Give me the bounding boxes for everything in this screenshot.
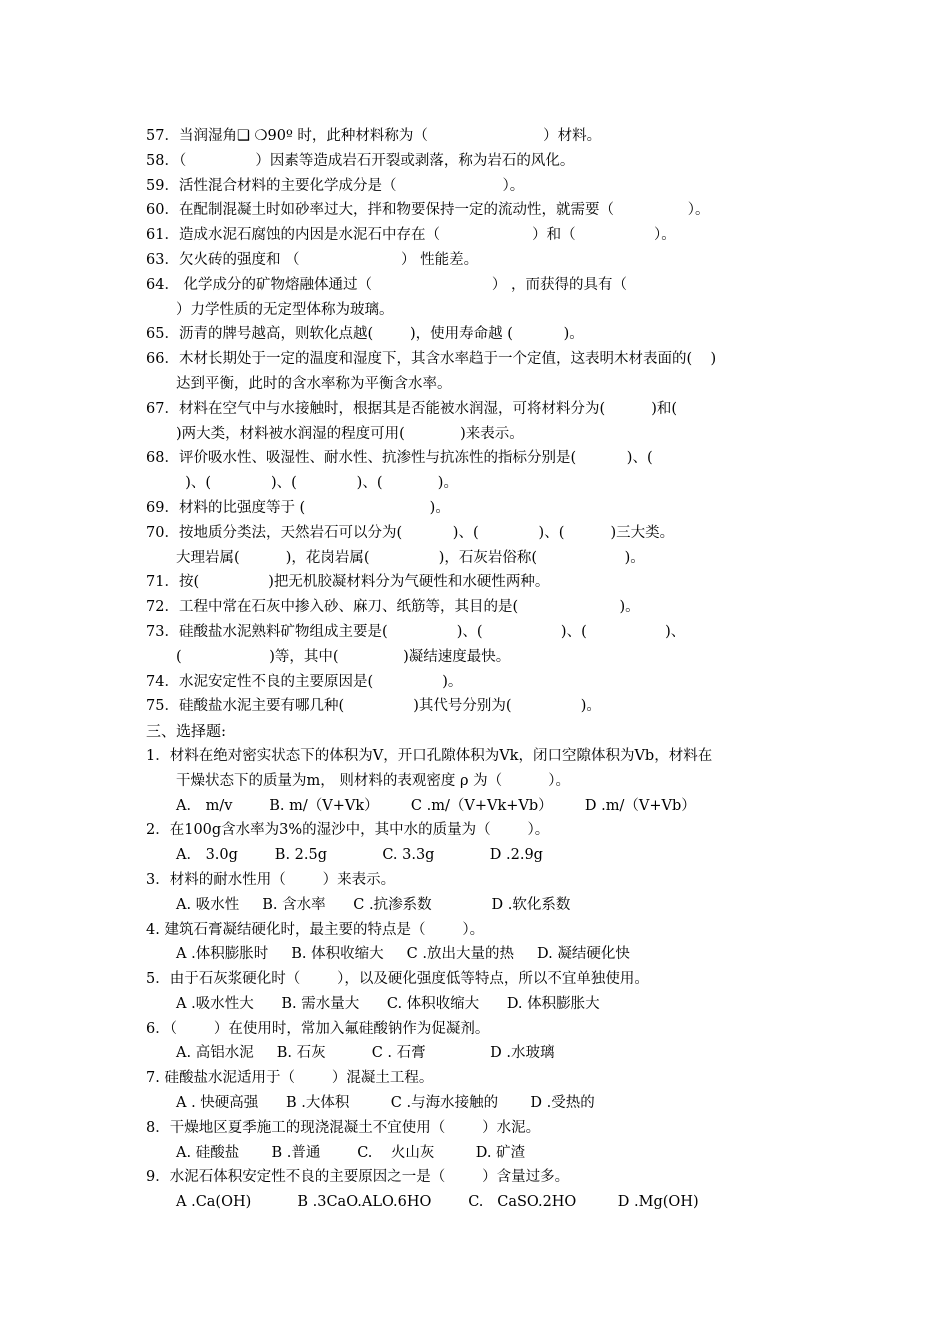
section-heading: 三、选择题:	[146, 722, 227, 741]
question-line: 3．材料的耐水性用（ ）来表示。	[146, 871, 396, 888]
question-line: 5．由于石灰浆硬化时（ ），以及硬化强度低等特点，所以不宜单独使用。	[146, 971, 649, 988]
question-line: 1．材料在绝对密实状态下的体积为V，开口孔隙体积为Vk，闭口空隙体积为Vb，材料在	[146, 747, 713, 764]
question-line: 71．按( )把无机胶凝材料分为气硬性和水硬性两种。	[146, 574, 550, 591]
question-line: 74．水泥安定性不良的主要原因是( )。	[146, 673, 463, 690]
question-continuation: ）力学性质的无定型体称为玻璃。	[176, 301, 394, 318]
question-line: 67．材料在空气中与水接触时，根据其是否能被水润湿，可将材料分为( )和(	[146, 400, 678, 417]
question-list	[146, 124, 810, 1215]
question-line: 70．按地质分类法，天然岩石可以分为( )、( )、( )三大类。	[146, 524, 675, 541]
question-line: 59．活性混合材料的主要化学成分是（ ）。	[146, 177, 525, 194]
answer-options: A． 3.0g B. 2.5g C. 3.3g D .2.9g	[176, 847, 543, 864]
question-line: 61．造成水泥石腐蚀的内因是水泥石中存在（ ）和（ ）。	[146, 227, 676, 244]
answer-options: A . 快硬高强 B .大体积 C .与海水接触的 D .受热的	[176, 1095, 595, 1112]
answer-options: A． m/v B. m/（V+Vk） C .m/（V+Vk+Vb） D .m/（V+Vb）	[176, 797, 696, 814]
question-line: 73．硅酸盐水泥熟料矿物组成主要是( )、( )、( )、	[146, 623, 686, 640]
question-continuation: )两大类，材料被水润湿的程度可用( )来表示。	[176, 425, 524, 442]
answer-options: A .体积膨胀时 B. 体积收缩大 C .放出大量的热 D. 凝结硬化快	[176, 946, 630, 963]
question-line: 72．工程中常在石灰中掺入砂、麻刀、纸筋等，其目的是( )。	[146, 599, 640, 616]
question-line: 68．评价吸水性、吸湿性、耐水性、抗渗性与抗冻性的指标分别是( )、(	[146, 450, 653, 467]
question-line: 9．水泥石体积安定性不良的主要原因之一是（ ）含量过多。	[146, 1169, 570, 1186]
question-line: 8．干燥地区夏季施工的现浇混凝土不宜使用（ ）水泥。	[146, 1119, 541, 1136]
question-continuation: 达到平衡，此时的含水率称为平衡含水率。	[176, 375, 452, 392]
question-line: 66．木材长期处于一定的温度和湿度下，其含水率趋于一个定值，这表明木材表面的( )	[146, 351, 717, 368]
question-line: 69．材料的比强度等于 ( )。	[146, 499, 450, 516]
question-continuation: ( )等，其中( )凝结速度最快。	[176, 648, 511, 665]
question-line: 58．（ ）因素等造成岩石开裂或剥落，称为岩石的风化。	[146, 152, 575, 169]
question-line: 65．沥青的牌号越高，则软化点越( )，使用寿命越 ( )。	[146, 326, 584, 343]
question-line: 63．欠火砖的强度和 （ ） 性能差。	[146, 251, 479, 268]
question-line: 75．硅酸盐水泥主要有哪几种( )其代号分别为( )。	[146, 698, 601, 715]
question-line: 64． 化学成分的矿物熔融体通过（ ） ，而获得的具有（	[146, 276, 628, 293]
question-line: 57．当润湿角❑ ❍90º 时，此种材料称为（ ）材料。	[146, 128, 602, 144]
answer-options: A. 吸水性 B. 含水率 C .抗渗系数 D .软化系数	[176, 896, 571, 913]
question-line: 60．在配制混凝土时如砂率过大，拌和物要保持一定的流动性，就需要（ ）。	[146, 202, 710, 219]
answer-options: A .吸水性大 B. 需水量大 C. 体积收缩大 D. 体积膨胀大	[176, 995, 600, 1012]
answer-options: A. 高铝水泥 B. 石灰 C . 石膏 D .水玻璃	[176, 1045, 555, 1062]
question-line: 4. 建筑石膏凝结硬化时，最主要的特点是（ ）。	[146, 921, 485, 938]
question-line: 7. 硅酸盐水泥适用于（ ）混凝土工程。	[146, 1070, 434, 1087]
question-continuation: 大理岩属( )，花岗岩属( )，石灰岩俗称( )。	[176, 549, 645, 566]
question-continuation: 干燥状态下的质量为m， 则材料的表观密度 ρ 为（ ）。	[176, 772, 570, 789]
question-line: 2．在100g含水率为3%的湿沙中，其中水的质量为（ ）。	[146, 822, 550, 839]
question-continuation: )、( )、( )、( )。	[176, 475, 458, 492]
answer-options: A. 硅酸盐 B .普通 C. 火山灰 D. 矿渣	[176, 1144, 526, 1161]
question-line: 6．（ ）在使用时，常加入氟硅酸钠作为促凝剂。	[146, 1020, 490, 1037]
answer-options: A .Ca(OH) B .3CaO.ALO.6HO C. CaSO.2HO D .Mg(OH)	[176, 1194, 699, 1211]
